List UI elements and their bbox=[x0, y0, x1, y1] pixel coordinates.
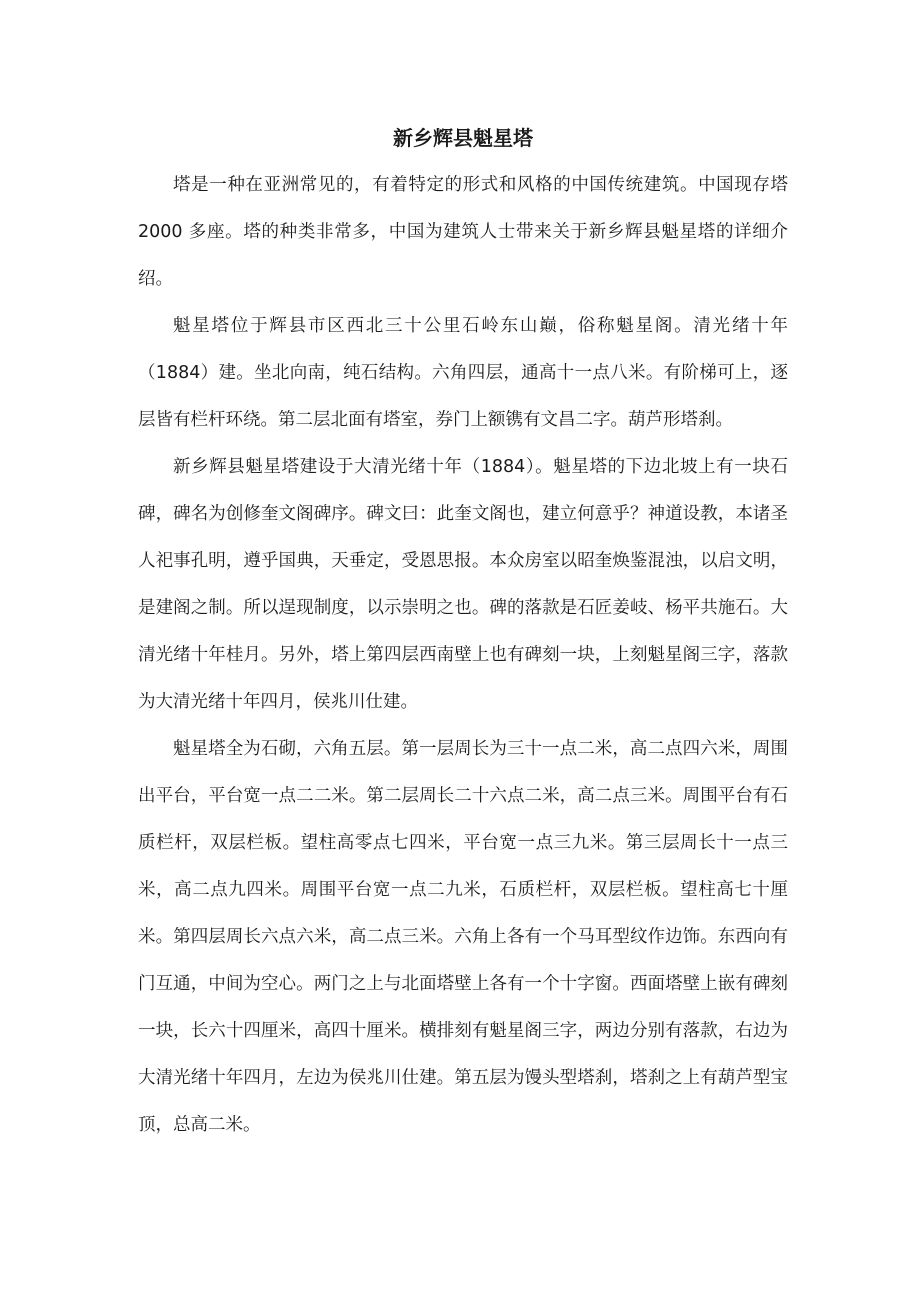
paragraph-location: 魁星塔位于辉县市区西北三十公里石岭东山巅，俗称魁星阁。清光绪十年（1884）建。坐北向南，纯石结构。六角四层，通高十一点八米。有阶梯可上，逐层皆有栏杆环绕。第二层北面有塔室，券门上额镌有文昌二字。葫芦形塔刹。 bbox=[138, 316, 788, 430]
document-title: 新乡辉县魁星塔 bbox=[393, 126, 533, 150]
paragraph-stele: 新乡辉县魁星塔建设于大清光绪十年（1884）。魁星塔的下边北坡上有一块石碑，碑名为创修奎文阁碑序。碑文曰：此奎文阁也，建立何意乎？神道设教，本诸圣人祀事孔明，遵乎国典，天垂定，受恩思报。本众房室以昭奎焕鉴混浊，以启文明，是建阁之制。所以逞现制度，以示崇明之也。碑的落款是石匠姜岐、杨平共施石。大清光绪十年桂月。另外，塔上第四层西南壁上也有碑刻一块，上刻魁星阁三字，落款为大清光绪十年四月，侯兆川仕建。 bbox=[138, 457, 788, 712]
document-page bbox=[138, 120, 788, 1149]
paragraph-structure: 魁星塔全为石砌，六角五层。第一层周长为三十一点二米，高二点四六米，周围出平台，平台宽一点二二米。第二层周长二十六点二米，高二点三米。周围平台有石质栏杆，双层栏板。望柱高零点七四米，平台宽一点三九米。第三层周长十一点三米，高二点九四米。周围平台宽一点二九米，石质栏杆，双层栏板。望柱高七十厘米。第四层周长六点六米，高二点三米。六角上各有一个马耳型纹作边饰。东西向有门互通，中间为空心。两门之上与北面塔壁上各有一个十字窗。西面塔壁上嵌有碑刻一块，长六十四厘米，高四十厘米。横排刻有魁星阁三字，两边分别有落款，右边为大清光绪十年四月，左边为侯兆川仕建。第五层为馒头型塔刹，塔刹之上有葫芦型宝顶，总高二米。 bbox=[138, 739, 788, 1135]
paragraph-intro: 塔是一种在亚洲常见的，有着特定的形式和风格的中国传统建筑。中国现存塔 2000 多座。塔的种类非常多，中国为建筑人士带来关于新乡辉县魁星塔的详细介绍。 bbox=[138, 175, 788, 289]
